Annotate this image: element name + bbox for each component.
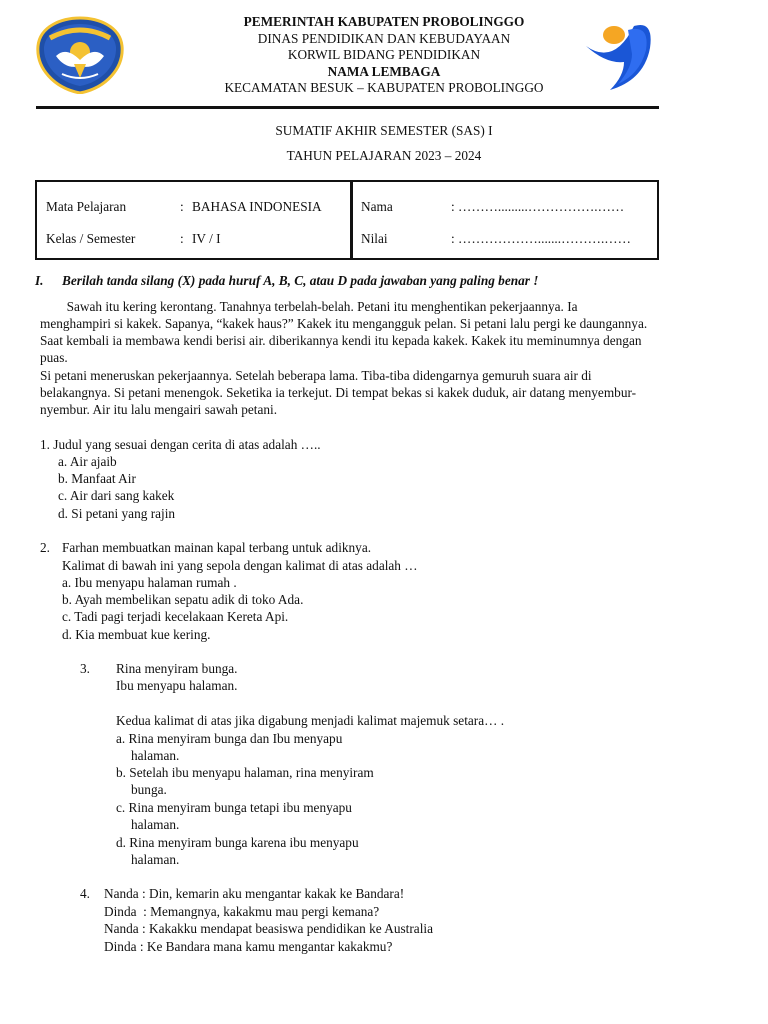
passage-line: Saat kembali ia membawa kendi berisi air. diberikannya kendi itu kepada kakek. Kakek itu meminumnya dengan — [40, 333, 642, 348]
class-value: IV / I — [192, 231, 221, 246]
question-stem: Ibu menyapu halaman. — [116, 678, 238, 693]
subject-label: Mata Pelajaran — [46, 199, 127, 214]
option-c-cont[interactable]: halaman. — [131, 817, 180, 832]
score-label: Nilai — [361, 231, 388, 246]
question-number: 3. — [80, 661, 90, 676]
option-c[interactable]: c. Air dari sang kakek — [58, 488, 175, 503]
option-b[interactable]: b. Setelah ibu menyapu halaman, rina menyiram — [116, 765, 374, 780]
header-department: DINAS PENDIDIKAN DAN KEBUDAYAAN — [257, 31, 511, 46]
dialogue-line: Dinda : Ke Bandara mana kamu mengantar kakakmu? — [104, 939, 393, 954]
info-table — [35, 180, 659, 260]
info-table-divider — [350, 180, 353, 260]
passage-line: nyembur. Air itu lalu mengairi sawah petani. — [40, 402, 278, 417]
question-stem: Rina menyiram bunga. — [116, 661, 238, 676]
header-government: PEMERINTAH KABUPATEN PROBOLINGGO — [243, 14, 525, 29]
question-stem: Farhan membuatkan mainan kapal terbang untuk adiknya. — [62, 540, 372, 555]
exam-year: TAHUN PELAJARAN 2023 – 2024 — [286, 148, 482, 163]
question-stem: Kalimat di bawah ini yang sepola dengan kalimat di atas adalah … — [62, 558, 418, 573]
question-number: 2. — [40, 540, 50, 555]
option-a[interactable]: a. Air ajaib — [58, 454, 117, 469]
option-b[interactable]: b. Manfaat Air — [58, 471, 136, 486]
subject-value: BAHASA INDONESIA — [192, 199, 322, 214]
exam-title: SUMATIF AKHIR SEMESTER (SAS) I — [275, 123, 493, 138]
name-label: Nama — [361, 199, 393, 214]
dialogue-line: Nanda : Din, kemarin aku mengantar kakak ke Bandara! — [104, 886, 405, 901]
question-stem: 1. Judul yang sesuai dengan cerita di atas adalah ….. — [40, 437, 321, 452]
header-district: KECAMATAN BESUK – KABUPATEN PROBOLINGGO — [224, 80, 544, 95]
option-b[interactable]: b. Ayah membelikan sepatu adik di toko Ada. — [62, 592, 304, 607]
passage-line: Sawah itu kering kerontang. Tanahnya terbelah-belah. Petani itu menghentikan pekerjaannya. Ia — [40, 299, 578, 314]
option-a-cont[interactable]: halaman. — [131, 748, 180, 763]
option-c[interactable]: c. Rina menyiram bunga tetapi ibu menyapu — [116, 800, 352, 815]
passage-line: menghampiri si kakek. Sapanya, “kakek haus?” Kakek itu mengangguk pelan. Si petani lalu pergi ke daungannya. — [40, 316, 648, 331]
question-stem: Kedua kalimat di atas jika digabung menjadi kalimat majemuk setara… . — [116, 713, 505, 728]
option-a[interactable]: a. Rina menyiram bunga dan Ibu menyapu — [116, 731, 343, 746]
class-separator: : — [180, 231, 184, 246]
name-field[interactable]: : ……….........…………….…… — [451, 199, 625, 214]
dialogue-line: Dinda : Memangnya, kakakmu mau pergi kemana? — [104, 904, 380, 919]
passage-line: Si petani meneruskan pekerjaannya. Setelah beberapa lama. Tiba-tiba didengarnya gemuruh suara air di — [40, 368, 592, 383]
option-d-cont[interactable]: halaman. — [131, 852, 180, 867]
class-label: Kelas / Semester — [46, 231, 136, 246]
section-number: I. — [35, 273, 44, 288]
dialogue-line: Nanda : Kakakku mendapat beasiswa pendidikan ke Australia — [104, 921, 433, 936]
option-b-cont[interactable]: bunga. — [131, 782, 167, 797]
option-d[interactable]: d. Si petani yang rajin — [58, 506, 176, 521]
passage-line: belakangnya. Si petani menengok. Seketika ia terkejut. Di tempat bekas si kakek duduk, air datang menyembur- — [40, 385, 637, 400]
header-korwil: KORWIL BIDANG PENDIDIKAN — [287, 47, 481, 62]
option-c[interactable]: c. Tadi pagi terjadi kecelakaan Kereta Api. — [62, 609, 289, 624]
header-institution: NAMA LEMBAGA — [327, 64, 441, 79]
tut-wuri-handayani-logo — [36, 16, 124, 94]
question-number: 4. — [80, 886, 90, 901]
section-instruction: Berilah tanda silang (X) pada huruf A, B, C, atau D pada jawaban yang paling benar ! — [62, 273, 539, 288]
subject-separator: : — [180, 199, 184, 214]
option-d[interactable]: d. Rina menyiram bunga karena ibu menyapu — [116, 835, 359, 850]
passage-line: puas. — [40, 350, 68, 365]
option-a[interactable]: a. Ibu menyapu halaman rumah . — [62, 575, 237, 590]
option-d[interactable]: d. Kia membuat kue kering. — [62, 627, 211, 642]
score-field[interactable]: : ……………….......……….…… — [451, 231, 631, 246]
header-divider — [36, 106, 659, 109]
